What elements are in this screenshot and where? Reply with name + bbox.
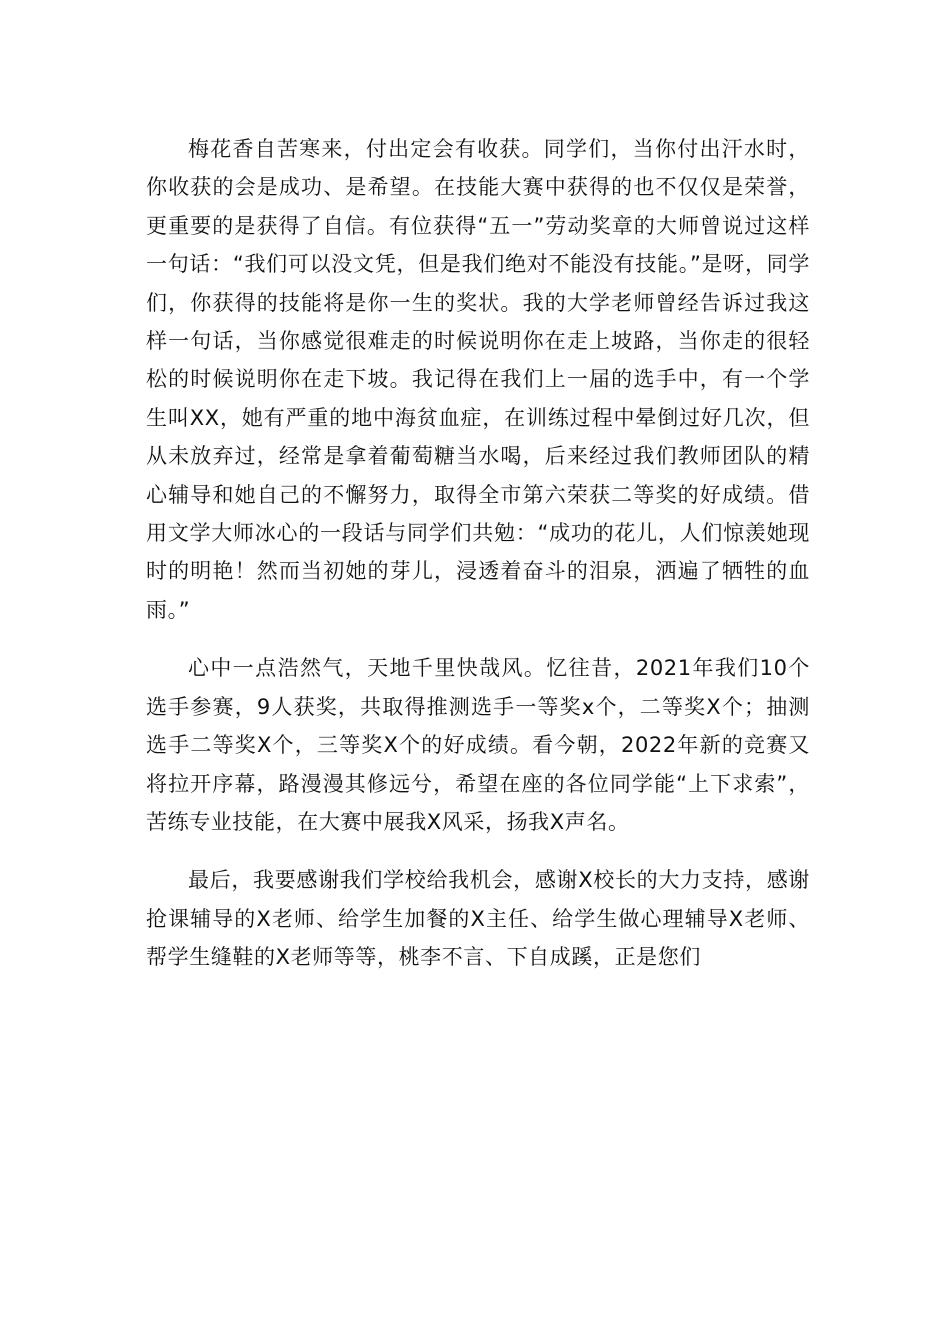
paragraph-1: 梅花香自苦寒来，付出定会有收获。同学们，当你付出汗水时，你收获的会是成功、是希望。在技能大赛中获得的也不仅仅是荣誉，更重要的是获得了自信。有位获得“五一”劳动奖章的大师曾说过这样一句话：“我们可以没文凭，但是我们绝对不能没有技能。”是呀，同学们，你获得的技能将是你一生的奖状。我的大学老师曾经告诉过我这样一句话，当你感觉很难走的时候说明你在走上坡路，当你走的很轻松的时候说明你在走下坡。我记得在我们上一届的选手中，有一个学生叫XX，她有严重的地中海贫血症，在训练过程中晕倒过好几次，但从未放弃过，经常是拿着葡萄糖当水喝，后来经过我们教师团队的精心辅导和她自己的不懈努力，取得全市第六荣获二等奖的好成绩。借用文学大师冰心的一段话与同学们共勉：“成功的花儿，人们惊羡她现时的明艳！然而当初她的芽儿，浸透着奋斗的泪泉，洒遍了牺牲的血雨。” — [146, 137, 810, 622]
paragraph-3: 最后，我要感谢我们学校给我机会，感谢X校长的大力支持，感谢抢课辅导的X老师、给学生加餐的X主任、给学生做心理辅导X老师、帮学生缝鞋的X老师等等，桃李不言、下自成蹊，正是您们 — [146, 868, 810, 970]
document-body — [146, 130, 810, 977]
paragraph-2: 心中一点浩然气，天地千里快哉风。忆往昔，2021年我们10个选手参赛，9人获奖，共取得推测选手一等奖x个，二等奖X个；抽测选手二等奖X个，三等奖X个的好成绩。看今朝，2022年新的竞赛又将拉开序幕，路漫漫其修远兮，希望在座的各位同学能“上下求索”，苦练专业技能，在大赛中展我X风采，扬我X声名。 — [146, 656, 810, 834]
